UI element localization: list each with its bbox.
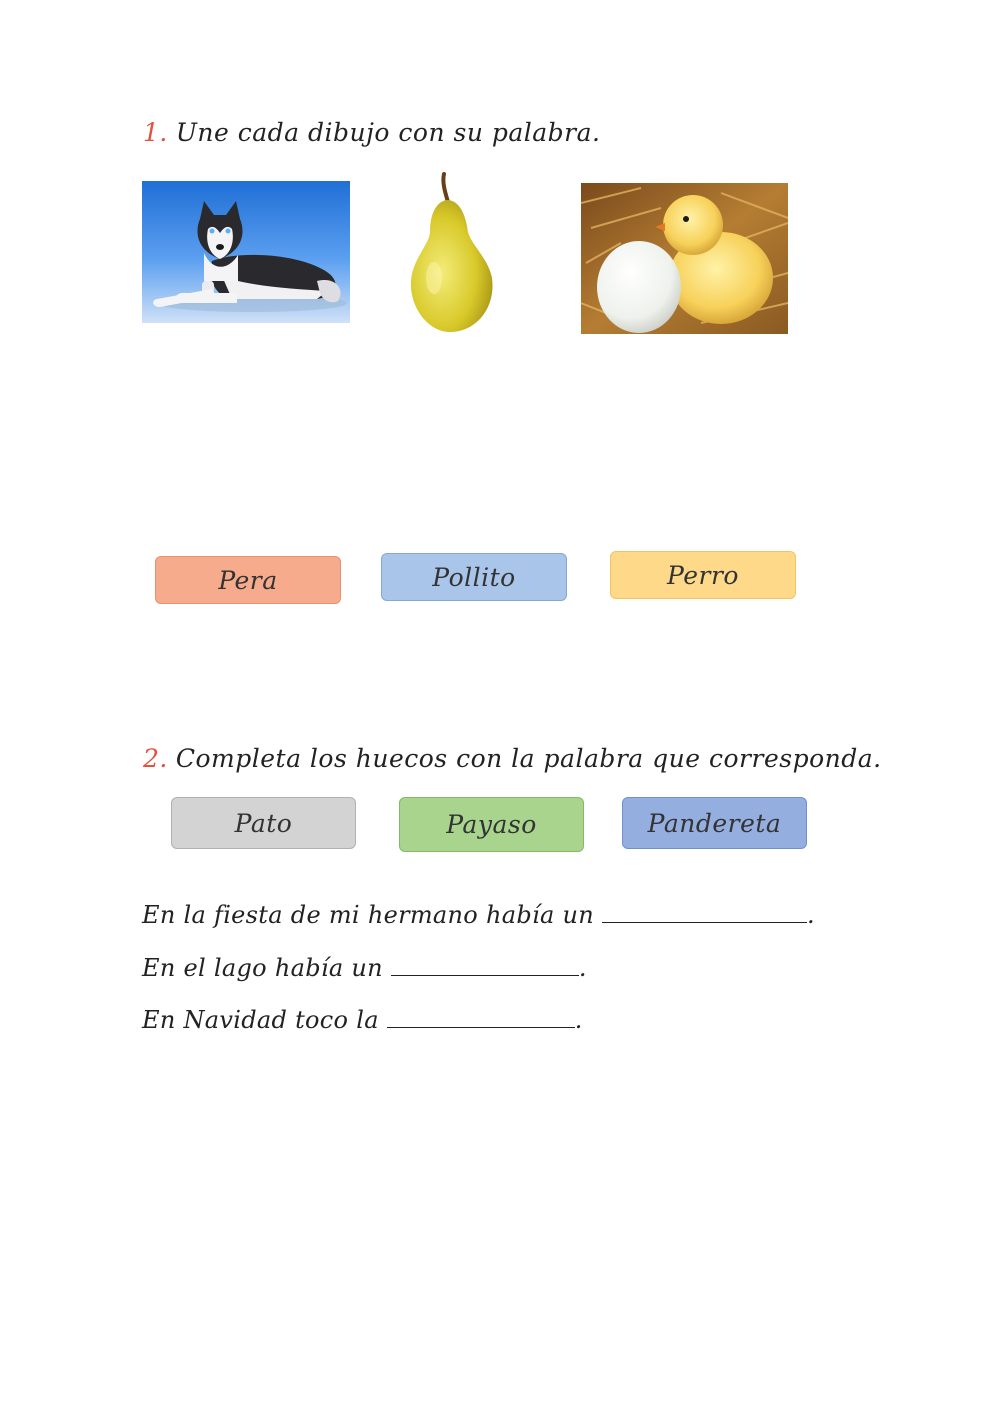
word-card-label: Pato [234,808,293,838]
sentence-end: . [578,954,587,982]
word-card-pato[interactable] [171,797,356,849]
exercise-1-heading [143,118,600,147]
word-card-pollito[interactable] [381,553,567,601]
word-card-perro[interactable] [610,551,796,599]
word-card-pandereta[interactable] [622,797,807,849]
sentence-2 [142,953,587,982]
pear-photo [392,170,502,335]
word-card-payaso[interactable] [399,797,584,852]
sentence-text: En el lago había un [142,954,383,982]
exercise-2-heading [143,744,882,773]
word-card-label: Pandereta [647,808,782,838]
husky-dog-photo [142,181,350,323]
sentence-end: . [574,1006,583,1034]
word-card-label: Pera [218,565,278,595]
exercise-1-number: 1. [143,118,168,147]
word-card-label: Pollito [432,562,516,592]
sentence-1 [142,900,815,929]
sentence-text: En la fiesta de mi hermano había un [142,901,595,929]
exercise-1-instruction: Une cada dibujo con su palabra. [175,118,601,147]
answer-blank-3[interactable] [387,1005,575,1028]
sentence-text: En Navidad toco la [142,1006,379,1034]
word-card-pera[interactable] [155,556,341,604]
word-card-label: Payaso [446,810,537,839]
exercise-2-number: 2. [143,744,168,773]
sentence-end: . [806,901,815,929]
word-card-label: Perro [667,560,739,590]
sentence-3 [142,1005,583,1034]
answer-blank-2[interactable] [391,953,579,976]
exercise-2-instruction: Completa los huecos con la palabra que corresponda. [175,744,882,773]
answer-blank-1[interactable] [602,900,807,923]
chick-and-egg-photo [581,183,788,334]
